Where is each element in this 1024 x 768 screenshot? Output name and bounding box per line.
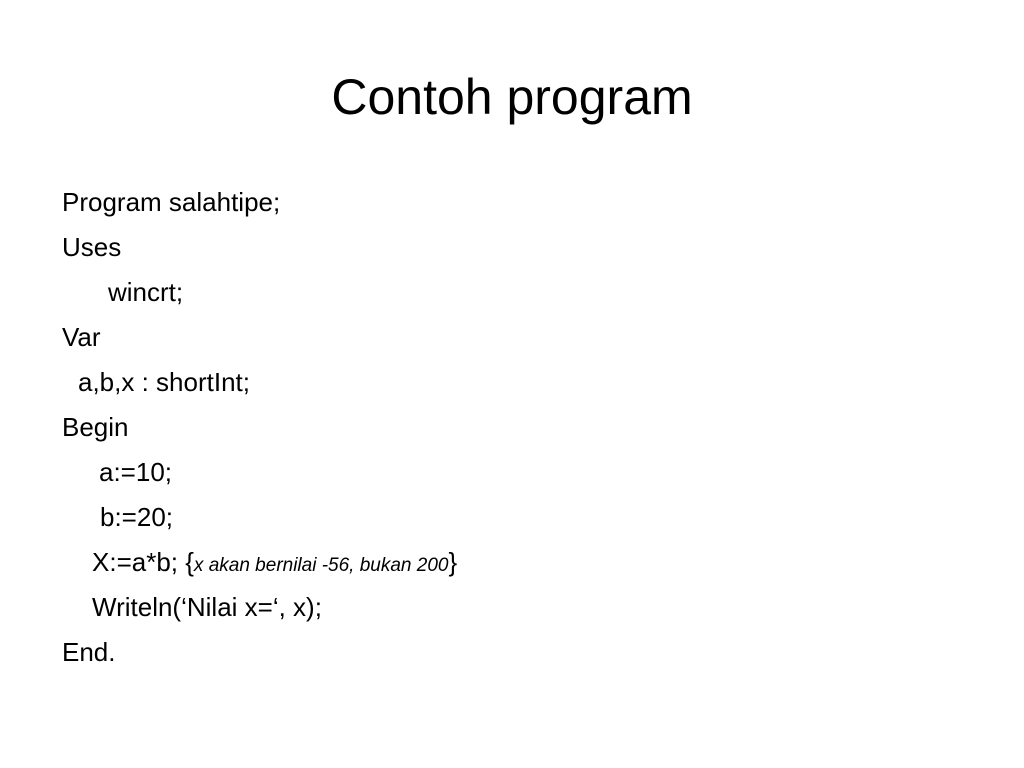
- code-line-declaration: a,b,x : shortInt;: [78, 367, 250, 397]
- code-line-assign-b: b:=20;: [100, 502, 174, 532]
- code-line-assign-a: a:=10;: [99, 457, 173, 487]
- code-line-wincrt: wincrt;: [108, 277, 184, 307]
- slide-title: Contoh program: [331, 69, 693, 125]
- code-line-var: Var: [62, 322, 101, 352]
- code-line-uses: Uses: [62, 232, 122, 262]
- code-line-writeln: Writeln(‘Nilai x=‘, x);: [92, 592, 322, 622]
- code-multiply-statement: X:=a*b; {: [92, 547, 194, 577]
- code-line-multiply: [62, 540, 962, 585]
- code-comment-close: }: [448, 547, 458, 577]
- code-line-begin: Begin: [62, 412, 129, 442]
- code-line-program: Program salahtipe;: [62, 187, 281, 217]
- code-listing: [62, 180, 962, 675]
- code-comment: x akan bernilai -56, bukan 200: [193, 555, 449, 576]
- code-line-end: End.: [62, 637, 116, 667]
